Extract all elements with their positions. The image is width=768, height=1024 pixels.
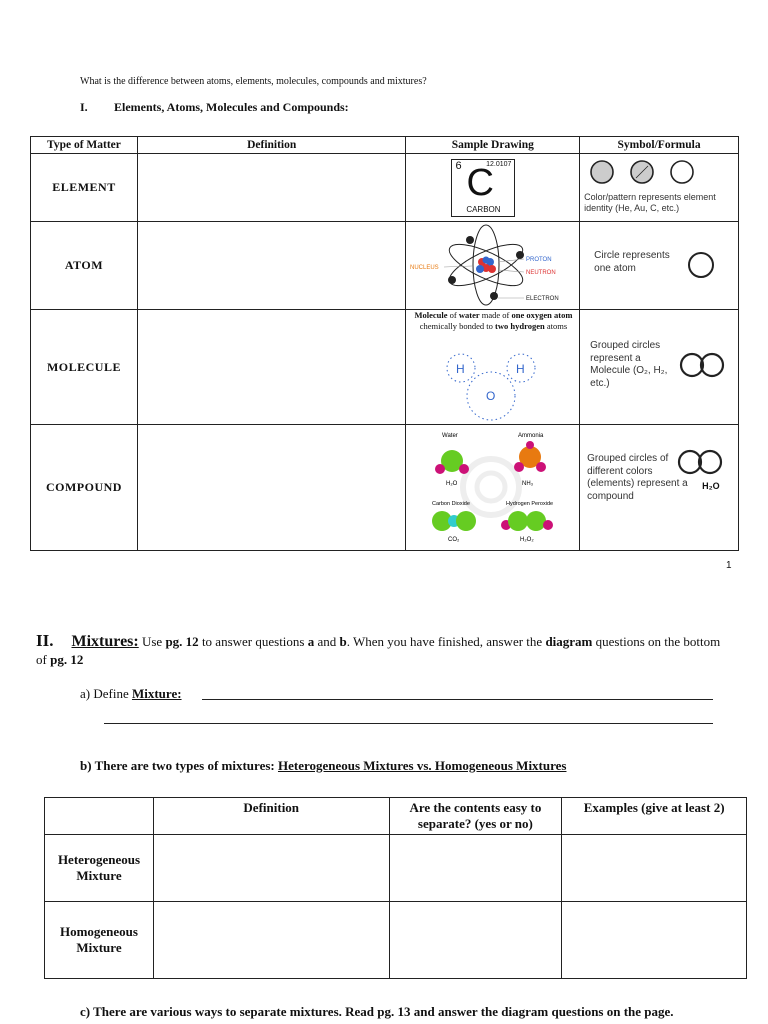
carbon-tile [451,159,515,217]
symbol-cell-element [580,154,739,222]
table-header-row [31,137,739,154]
table-row [31,310,739,425]
compound-formula: H₂O [702,481,720,491]
element-name: CARBON [466,205,501,214]
oxygen-label: O [486,389,496,403]
h2o2-label: H₂O₂ [520,537,535,543]
row-label-homogeneous: Homogeneous Mixture [45,902,154,979]
symbol-cell-compound [580,425,739,551]
water-label: Water [442,433,459,439]
definition-cell-element[interactable] [137,154,406,222]
header-symbol: Symbol/Formula [580,137,739,154]
header-blank [45,798,154,835]
h2o-label: H₂O [446,481,458,487]
table-row [31,222,739,310]
proton-label: PROTON [526,257,552,263]
molecule-note: Grouped circles represent a Molecule (O₂, H₂, etc.) [590,340,668,389]
drawing-cell-compound [406,425,580,551]
heterogeneous-separate-cell[interactable] [389,835,562,902]
section-1-title: Elements, Atoms, Molecules and Compounds: [114,100,349,114]
drawing-cell-atom [406,222,580,310]
definition-cell-atom[interactable] [137,222,406,310]
ammonia-label: Ammonia [518,433,544,439]
atom-note: Circle represents one atom [594,250,670,274]
homogeneous-examples-cell[interactable] [562,902,747,979]
table-header-row [45,798,747,835]
matter-types-table [30,136,739,551]
header-definition: Definition [153,798,389,835]
question-c: c) There are various ways to separate mixtures. Read pg. 13 and answer the diagram questions on the page. [80,1004,674,1019]
mixtures-table [44,797,747,979]
co2-name-label: Carbon Dioxide [432,501,471,507]
table-row [31,154,739,222]
section-2-heading: II. Mixtures: Use pg. 12 to answer questions a and b. When you have finished, answer the diagram questions on the bottom of pg. 12 [36,631,721,667]
header-easy-separate: Are the contents easy to separate? (yes or no) [389,798,562,835]
compound-note: Grouped circles of different colors (elements) represent a compound [587,453,688,502]
hydrogen-left-label: H [456,362,466,376]
nucleus-label: NUCLEUS [410,265,440,271]
hydrogen-right-label: H [516,362,526,376]
water-molecule-icon [406,350,578,426]
electron-label: ELECTRON [526,296,560,302]
section-1-heading [80,100,349,115]
element-note: Color/pattern represents element identity (He, Au, C, etc.) [584,192,716,214]
single-circle-icon [684,248,718,282]
row-label-heterogeneous: Heterogeneous Mixture [45,835,154,902]
grouped-circles-icon [674,348,734,382]
table-row [45,902,747,979]
question-b: b) There are two types of mixtures: Heterogeneous Mixtures vs. Homogeneous Mixtures [80,758,567,773]
header-definition: Definition [137,137,406,154]
drawing-cell-molecule [406,310,580,425]
heterogeneous-definition-cell[interactable] [153,835,389,902]
compound-models-icon [406,425,578,549]
page-number: 1 [726,560,732,571]
symbol-cell-atom [580,222,739,310]
header-type: Type of Matter [31,137,138,154]
atomic-mass: 12.0107 [486,161,512,168]
header-examples: Examples (give at least 2) [562,798,747,835]
co2-label: CO₂ [448,537,460,543]
heterogeneous-examples-cell[interactable] [562,835,747,902]
question-a: a) Define Mixture: [80,686,182,701]
table-row [31,425,739,551]
row-label-element: ELEMENT [31,154,138,222]
row-label-compound: COMPOUND [31,425,138,551]
section-2-title: Mixtures: [71,633,139,650]
section-2-numeral: II. [36,631,54,650]
homogeneous-separate-cell[interactable] [389,902,562,979]
header-sample-drawing: Sample Drawing [406,137,580,154]
answer-line-a2[interactable] [104,710,713,724]
nh3-label: NH₃ [522,481,534,487]
drawing-cell-element [406,154,580,222]
element-symbol: C [466,162,494,204]
atomic-number: 6 [455,160,462,172]
answer-line-a1[interactable] [202,686,713,700]
intro-question: What is the difference between atoms, elements, molecules, compounds and mixtures? [80,76,427,87]
definition-cell-compound[interactable] [137,425,406,551]
atom-model-icon [406,222,578,308]
table-row [45,835,747,902]
neutron-label: NEUTRON [526,270,557,276]
element-circles-icon [586,158,706,188]
compound-circles-icon [672,445,732,479]
row-label-molecule: MOLECULE [31,310,138,425]
section-1-numeral: I. [80,100,88,114]
definition-cell-molecule[interactable] [137,310,406,425]
molecule-caption: Molecule of water made of one oxygen atom chemically bonded to two hydrogen atoms [414,310,573,332]
row-label-atom: ATOM [31,222,138,310]
homogeneous-definition-cell[interactable] [153,902,389,979]
h2o2-name-label: Hydrogen Peroxide [506,501,554,507]
symbol-cell-molecule [580,310,739,425]
